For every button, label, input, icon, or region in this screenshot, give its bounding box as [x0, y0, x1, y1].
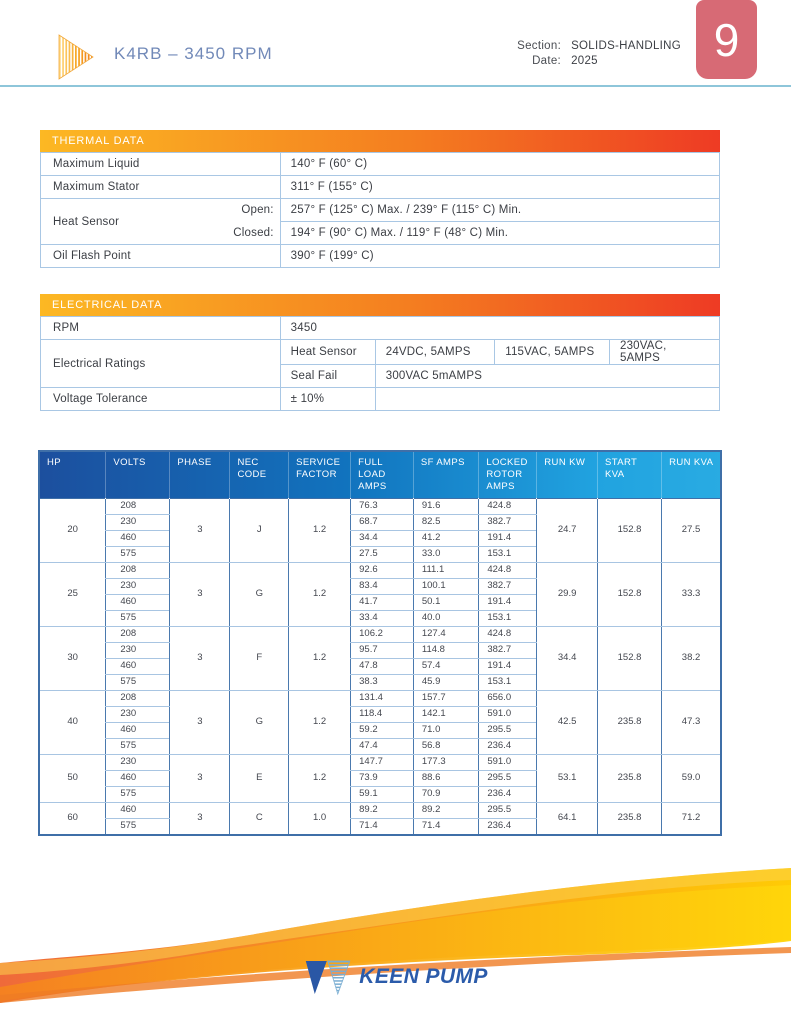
motor-cell-fla: 92.6 [351, 562, 414, 578]
motor-cell-sfa: 114.8 [413, 642, 478, 658]
motor-table-row [39, 690, 721, 706]
motor-cell-lra: 382.7 [479, 514, 537, 530]
motor-cell-volts: 230 [106, 754, 170, 770]
brand-logo [303, 956, 487, 998]
motor-cell-sfa: 57.4 [413, 658, 478, 674]
section-value: SOLIDS-HANDLING [571, 40, 681, 52]
motor-cell-runkva: 38.2 [662, 626, 721, 690]
motor-cell-fla: 147.7 [351, 754, 414, 770]
motor-cell-lra: 191.4 [479, 658, 537, 674]
motor-cell-fla: 68.7 [351, 514, 414, 530]
page-title: K4RB – 3450 RPM [114, 44, 273, 63]
motor-cell-phase: 3 [170, 498, 230, 562]
motor-cell-sfa: 177.3 [413, 754, 478, 770]
keen-pump-mark-icon [303, 956, 350, 998]
motor-cell-runkva: 71.2 [662, 802, 721, 835]
motor-cell-fla: 41.7 [351, 594, 414, 610]
motor-cell-startkva: 235.8 [597, 754, 661, 802]
motor-cell-startkva: 235.8 [597, 690, 661, 754]
motor-col-header: SERVICE FACTOR [289, 451, 351, 498]
motor-cell-volts: 460 [106, 770, 170, 786]
motor-cell-phase: 3 [170, 754, 230, 802]
motor-cell-volts: 208 [106, 690, 170, 706]
motor-cell-sfa: 157.7 [413, 690, 478, 706]
motor-cell-sfa: 41.2 [413, 530, 478, 546]
motor-col-header: START KVA [597, 451, 661, 498]
heat-sensor-label: Heat Sensor [280, 340, 375, 365]
motor-cell-sfa: 45.9 [413, 674, 478, 690]
motor-cell-lra: 236.4 [479, 738, 537, 754]
motor-cell-lra: 656.0 [479, 690, 537, 706]
section-label: Section: [517, 40, 562, 52]
motor-cell-volts: 230 [106, 514, 170, 530]
seal-fail-value: 300VAC 5mAMPS [375, 365, 719, 388]
motor-cell-lra: 236.4 [479, 818, 537, 835]
thermal-row [41, 153, 720, 176]
thermal-label: Heat Sensor [41, 199, 190, 245]
motor-cell-volts: 575 [106, 818, 170, 835]
motor-cell-runkw: 29.9 [537, 562, 598, 626]
thermal-value: 390° F (199° C) [280, 245, 719, 268]
motor-col-header: VOLTS [106, 451, 170, 498]
thermal-value: 140° F (60° C) [280, 153, 719, 176]
heat-sensor-value-1: 24VDC, 5AMPS [375, 340, 495, 365]
motor-cell-lra: 191.4 [479, 530, 537, 546]
seal-fail-label: Seal Fail [280, 365, 375, 388]
thermal-sublabel: Closed: [190, 222, 280, 245]
motor-col-header: SF AMPS [413, 451, 478, 498]
motor-cell-runkva: 33.3 [662, 562, 721, 626]
motor-cell-sfactor: 1.2 [289, 562, 351, 626]
motor-col-header: NEC CODE [230, 451, 289, 498]
motor-cell-lra: 591.0 [479, 754, 537, 770]
page-number-badge: 9 [696, 0, 757, 79]
heat-sensor-value-3: 230VAC, 5AMPS [609, 340, 719, 365]
motor-cell-volts: 230 [106, 706, 170, 722]
motor-cell-lra: 382.7 [479, 578, 537, 594]
motor-cell-nec: G [230, 690, 289, 754]
motor-cell-sfa: 111.1 [413, 562, 478, 578]
motor-cell-lra: 591.0 [479, 706, 537, 722]
motor-cell-volts: 575 [106, 610, 170, 626]
motor-cell-startkva: 152.8 [597, 562, 661, 626]
motor-cell-sfa: 88.6 [413, 770, 478, 786]
motor-cell-nec: J [230, 498, 289, 562]
motor-cell-startkva: 152.8 [597, 626, 661, 690]
motor-cell-runkva: 47.3 [662, 690, 721, 754]
motor-cell-nec: G [230, 562, 289, 626]
motor-cell-volts: 230 [106, 578, 170, 594]
thermal-row [41, 245, 720, 268]
motor-cell-phase: 3 [170, 562, 230, 626]
motor-cell-sfa: 82.5 [413, 514, 478, 530]
motor-cell-fla: 106.2 [351, 626, 414, 642]
motor-cell-sfactor: 1.2 [289, 690, 351, 754]
striped-triangle-icon [58, 33, 96, 81]
motor-table [38, 450, 722, 836]
motor-cell-sfa: 127.4 [413, 626, 478, 642]
motor-table-section [38, 450, 722, 836]
motor-cell-fla: 89.2 [351, 802, 414, 818]
motor-cell-volts: 575 [106, 674, 170, 690]
motor-cell-fla: 131.4 [351, 690, 414, 706]
motor-cell-volts: 208 [106, 562, 170, 578]
motor-cell-runkva: 59.0 [662, 754, 721, 802]
motor-cell-startkva: 152.8 [597, 498, 661, 562]
thermal-value: 194° F (90° C) Max. / 119° F (48° C) Min. [280, 222, 719, 245]
motor-cell-phase: 3 [170, 690, 230, 754]
header-meta [517, 40, 681, 67]
motor-cell-fla: 76.3 [351, 498, 414, 514]
motor-cell-runkw: 34.4 [537, 626, 598, 690]
electrical-section-header: ELECTRICAL DATA [40, 294, 720, 316]
motor-cell-sfactor: 1.0 [289, 802, 351, 835]
motor-cell-lra: 153.1 [479, 610, 537, 626]
voltage-tolerance-value: ± 10% [280, 388, 375, 411]
rpm-label: RPM [41, 317, 281, 340]
electrical-row-voltage [41, 388, 720, 411]
electrical-row-rpm [41, 317, 720, 340]
motor-cell-lra: 191.4 [479, 594, 537, 610]
motor-cell-volts: 575 [106, 546, 170, 562]
heat-sensor-value-2: 115VAC, 5AMPS [495, 340, 610, 365]
motor-table-head-row [39, 451, 721, 498]
motor-cell-sfa: 142.1 [413, 706, 478, 722]
motor-cell-fla: 83.4 [351, 578, 414, 594]
motor-cell-lra: 295.5 [479, 770, 537, 786]
motor-col-header: PHASE [170, 451, 230, 498]
motor-cell-lra: 295.5 [479, 802, 537, 818]
motor-cell-hp: 60 [39, 802, 106, 835]
motor-cell-volts: 208 [106, 626, 170, 642]
motor-cell-volts: 208 [106, 498, 170, 514]
motor-cell-runkw: 64.1 [537, 802, 598, 835]
motor-cell-volts: 460 [106, 530, 170, 546]
motor-cell-lra: 424.8 [479, 562, 537, 578]
motor-cell-fla: 73.9 [351, 770, 414, 786]
motor-table-row [39, 562, 721, 578]
voltage-tolerance-label: Voltage Tolerance [41, 388, 281, 411]
motor-cell-hp: 50 [39, 754, 106, 802]
motor-cell-phase: 3 [170, 802, 230, 835]
electrical-row-heat-sensor [41, 340, 720, 365]
motor-cell-sfactor: 1.2 [289, 498, 351, 562]
motor-cell-volts: 575 [106, 738, 170, 754]
motor-cell-sfa: 33.0 [413, 546, 478, 562]
motor-col-header: RUN KVA [662, 451, 721, 498]
motor-cell-sfactor: 1.2 [289, 626, 351, 690]
thermal-label: Oil Flash Point [41, 245, 281, 268]
motor-table-row [39, 754, 721, 770]
ratings-label: Electrical Ratings [41, 340, 281, 388]
thermal-table [40, 152, 720, 268]
thermal-label: Maximum Stator [41, 176, 281, 199]
electrical-section [40, 294, 720, 411]
motor-cell-lra: 153.1 [479, 674, 537, 690]
motor-cell-runkw: 42.5 [537, 690, 598, 754]
motor-cell-volts: 575 [106, 786, 170, 802]
thermal-value: 311° F (155° C) [280, 176, 719, 199]
motor-cell-volts: 230 [106, 642, 170, 658]
motor-cell-fla: 118.4 [351, 706, 414, 722]
motor-cell-volts: 460 [106, 722, 170, 738]
motor-cell-volts: 460 [106, 594, 170, 610]
thermal-value: 257° F (125° C) Max. / 239° F (115° C) Min. [280, 199, 719, 222]
motor-cell-nec: C [230, 802, 289, 835]
thermal-sublabel: Open: [190, 199, 280, 222]
motor-cell-fla: 27.5 [351, 546, 414, 562]
thermal-row [41, 176, 720, 199]
motor-cell-runkva: 27.5 [662, 498, 721, 562]
motor-cell-hp: 25 [39, 562, 106, 626]
motor-cell-volts: 460 [106, 802, 170, 818]
motor-cell-lra: 382.7 [479, 642, 537, 658]
motor-cell-startkva: 235.8 [597, 802, 661, 835]
motor-cell-fla: 34.4 [351, 530, 414, 546]
motor-cell-fla: 95.7 [351, 642, 414, 658]
motor-cell-sfa: 40.0 [413, 610, 478, 626]
motor-cell-hp: 40 [39, 690, 106, 754]
thermal-label: Maximum Liquid [41, 153, 281, 176]
motor-cell-lra: 236.4 [479, 786, 537, 802]
motor-cell-fla: 59.2 [351, 722, 414, 738]
motor-cell-phase: 3 [170, 626, 230, 690]
motor-table-row [39, 626, 721, 642]
motor-cell-sfa: 50.1 [413, 594, 478, 610]
motor-cell-sfa: 89.2 [413, 802, 478, 818]
thermal-body [41, 153, 720, 268]
motor-cell-nec: F [230, 626, 289, 690]
date-value: 2025 [571, 55, 598, 67]
header-divider [0, 85, 791, 87]
motor-cell-sfa: 56.8 [413, 738, 478, 754]
thermal-section-header: THERMAL DATA [40, 130, 720, 152]
motor-cell-volts: 460 [106, 658, 170, 674]
motor-cell-fla: 47.8 [351, 658, 414, 674]
motor-cell-sfa: 91.6 [413, 498, 478, 514]
motor-col-header: FULL LOAD AMPS [351, 451, 414, 498]
thermal-row [41, 199, 720, 222]
motor-table-row [39, 498, 721, 514]
motor-cell-hp: 20 [39, 498, 106, 562]
motor-cell-nec: E [230, 754, 289, 802]
motor-cell-sfa: 100.1 [413, 578, 478, 594]
motor-cell-sfa: 71.4 [413, 818, 478, 835]
motor-cell-sfactor: 1.2 [289, 754, 351, 802]
motor-cell-lra: 295.5 [479, 722, 537, 738]
motor-cell-runkw: 24.7 [537, 498, 598, 562]
motor-cell-fla: 59.1 [351, 786, 414, 802]
motor-cell-sfa: 70.9 [413, 786, 478, 802]
motor-cell-fla: 47.4 [351, 738, 414, 754]
motor-cell-fla: 38.3 [351, 674, 414, 690]
motor-cell-hp: 30 [39, 626, 106, 690]
motor-col-header: HP [47, 457, 61, 468]
motor-col-header: RUN KW [537, 451, 598, 498]
date-label: Date: [532, 55, 562, 67]
motor-cell-lra: 153.1 [479, 546, 537, 562]
motor-cell-lra: 424.8 [479, 626, 537, 642]
motor-cell-sfa: 71.0 [413, 722, 478, 738]
electrical-table [40, 316, 720, 411]
motor-table-row [39, 802, 721, 818]
motor-cell-lra: 424.8 [479, 498, 537, 514]
brand-name: KEEN PUMP [359, 965, 488, 988]
motor-cell-fla: 71.4 [351, 818, 414, 835]
thermal-section [40, 130, 720, 268]
empty-cell [375, 388, 719, 411]
rpm-value: 3450 [280, 317, 719, 340]
motor-table-body [39, 498, 721, 835]
motor-cell-fla: 33.4 [351, 610, 414, 626]
motor-cell-runkw: 53.1 [537, 754, 598, 802]
motor-col-header: LOCKED ROTOR AMPS [479, 451, 537, 498]
